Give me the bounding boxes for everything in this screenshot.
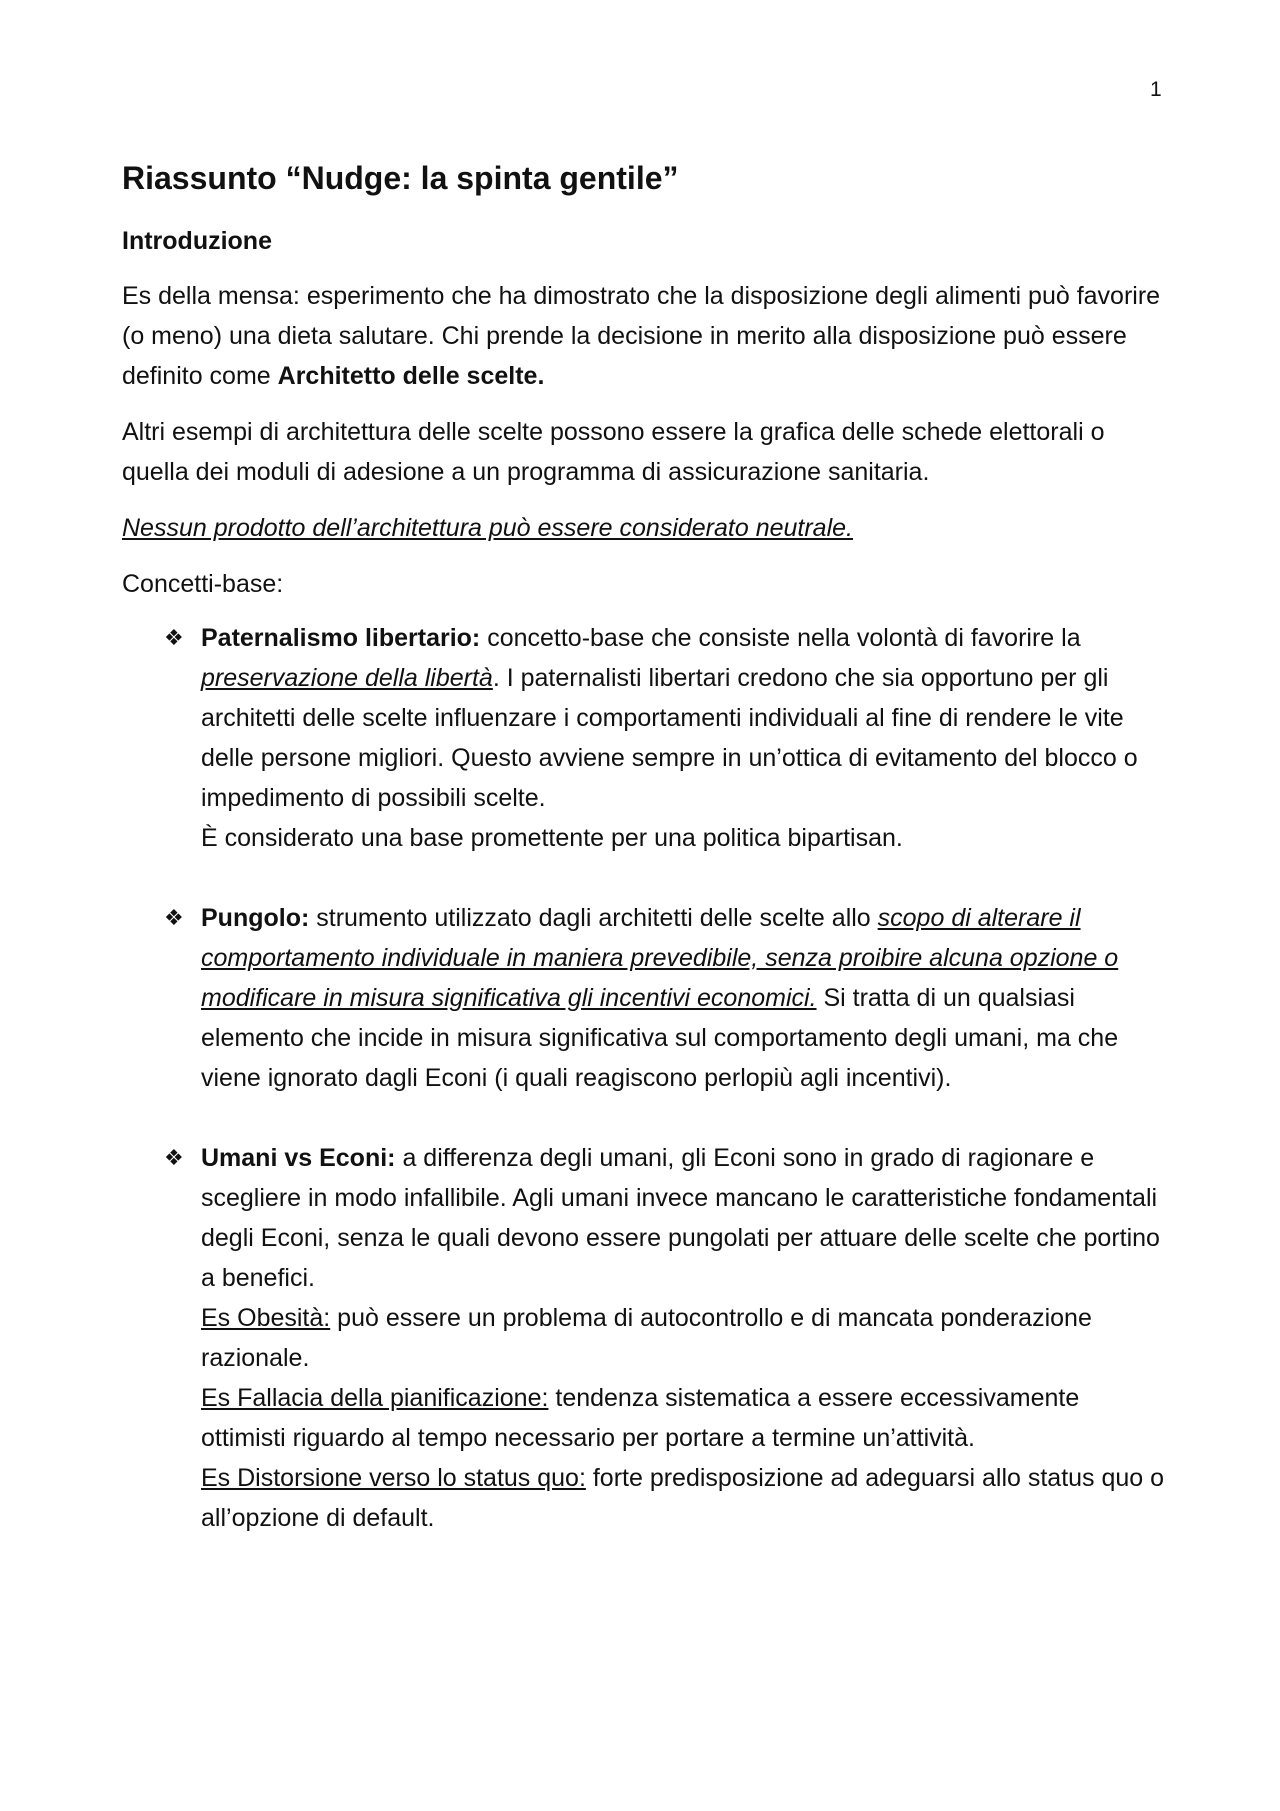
example-label: Es Obesità: bbox=[201, 1304, 331, 1332]
example-fallacia bbox=[201, 1378, 1168, 1458]
concept-term: Umani vs Econi: bbox=[201, 1144, 396, 1172]
example-text: può essere un problema di autocontrollo e di mancata ponderazione razionale. bbox=[201, 1304, 1092, 1372]
paragraph-mensa bbox=[122, 276, 1168, 396]
concept-extra: È considerato una base promettente per una politica bipartisan. bbox=[201, 824, 903, 852]
diamond-bullet-icon: ❖ bbox=[164, 1145, 184, 1170]
concept-text-cont: Si tratta di un qualsiasi elemento che incide in misura significativa sul comportamento degli umani, ma che viene ignorato dagli Econi (i quali reagiscono perlopiù agli incentivi). bbox=[201, 984, 1119, 1092]
document-title: Riassunto “Nudge: la spinta gentile” bbox=[122, 160, 679, 196]
concept-text: concetto-base che consiste nella volontà di favorire la bbox=[480, 624, 1081, 652]
page-number: 1 bbox=[1150, 78, 1162, 101]
concept-term: Paternalismo libertario: bbox=[201, 624, 481, 652]
neutrale-statement: Nessun prodotto dell’architettura può essere considerato neutrale. bbox=[122, 514, 853, 542]
concept-text: strumento utilizzato dagli architetti delle scelte allo bbox=[309, 904, 878, 932]
example-obesita bbox=[201, 1298, 1168, 1378]
example-status-quo bbox=[201, 1458, 1168, 1538]
concept-paternalismo bbox=[122, 618, 1168, 858]
concepts-list bbox=[122, 618, 1168, 1538]
concept-emphasis: preservazione della libertà bbox=[201, 664, 493, 692]
paragraph-neutrale bbox=[122, 508, 1168, 548]
architetto-term: Architetto delle scelte. bbox=[277, 362, 545, 390]
concept-text-cont: . I paternalisti libertari credono che sia opportuno per gli architetti delle scelte influenzare i comportamenti individuali al fine di rendere le vite delle persone migliori. Questo avviene sempre in un’ottica di evitamento del blocco o impedimento di possibili scelte. bbox=[201, 664, 1138, 812]
concept-term: Pungolo: bbox=[201, 904, 310, 932]
concept-emphasis: scopo di alterare il comportamento individuale in maniera prevedibile, senza proibire alcuna opzione o modificare in misura significativa gli incentivi economici. bbox=[201, 904, 1119, 1012]
concept-pungolo bbox=[122, 898, 1168, 1098]
concept-umani-vs-econi bbox=[122, 1138, 1168, 1538]
diamond-bullet-icon: ❖ bbox=[164, 625, 184, 650]
document-body bbox=[122, 156, 1168, 1578]
example-label: Es Fallacia della pianificazione: bbox=[201, 1384, 549, 1412]
example-label: Es Distorsione verso lo status quo: bbox=[201, 1464, 586, 1492]
section-heading-introduzione: Introduzione bbox=[122, 227, 272, 255]
example-text: forte predisposizione ad adeguarsi allo status quo o all’opzione di default. bbox=[201, 1464, 1165, 1532]
diamond-bullet-icon: ❖ bbox=[164, 905, 184, 930]
paragraph-altri-esempi: Altri esempi di architettura delle scelte possono essere la grafica delle schede elettorali o quella dei moduli di adesione a un programma di assicurazione sanitaria. bbox=[122, 418, 1105, 486]
example-text: tendenza sistematica a essere eccessivamente ottimisti riguardo al tempo necessario per portare a termine un’attività. bbox=[201, 1384, 1080, 1452]
concept-text: a differenza degli umani, gli Econi sono in grado di ragionare e scegliere in modo infallibile. Agli umani invece mancano le caratteristiche fondamentali degli Econi, senza le quali devono essere pungolati per attuare delle scelte che portino a benefici. bbox=[201, 1144, 1160, 1292]
paragraph-concetti-base: Concetti-base: bbox=[122, 570, 284, 598]
paragraph-mensa-text: Es della mensa: esperimento che ha dimostrato che la disposizione degli alimenti può favorire (o meno) una dieta salutare. Chi prende la decisione in merito alla disposizione può essere definito come bbox=[122, 282, 1161, 390]
